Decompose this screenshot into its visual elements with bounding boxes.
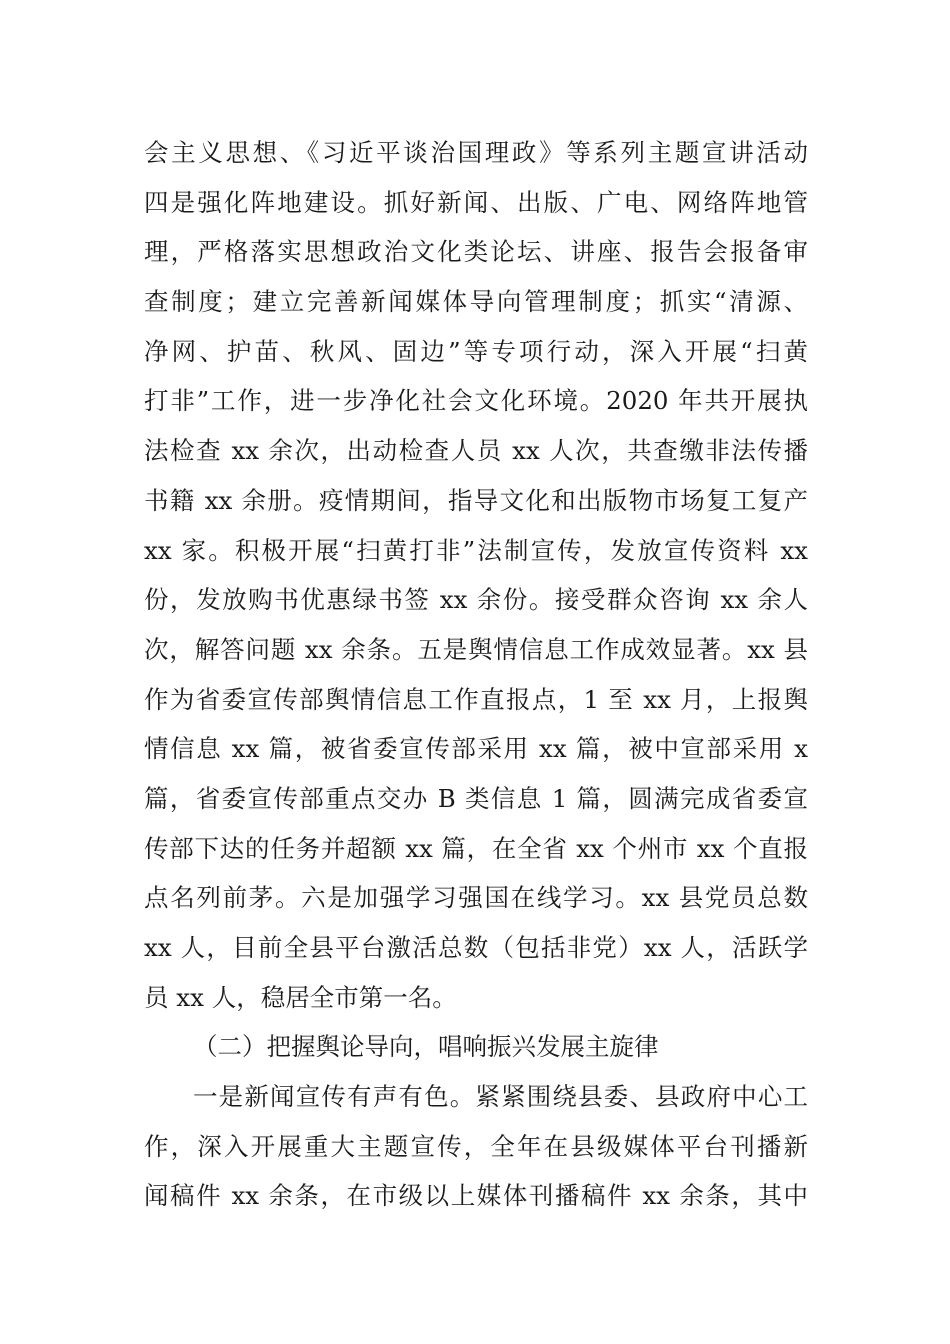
text-line: 员 xx 人，稳居全市第一名。 xyxy=(144,982,457,1012)
text-line: 书籍 xx 余册。疫情期间，指导文化和出版物市场复工复产 xyxy=(144,485,808,515)
text-line: 净网、护苗、秋风、固边”等专项行动，深入开展“扫黄 xyxy=(144,336,808,366)
text-line: xx 家。积极开展“扫黄打非”法制宣传，发放宣传资料 xx xyxy=(144,535,808,565)
text-line: 情信息 xx 篇，被省委宣传部采用 xx 篇，被中宣部采用 x xyxy=(144,734,808,764)
text-line: 点名列前茅。六是加强学习强国在线学习。xx 县党员总数 xyxy=(144,883,808,913)
text-line: 一是新闻宣传有声有色。紧紧围绕县委、县政府中心工 xyxy=(193,1082,808,1112)
text-line: 传部下达的任务并超额 xx 篇，在全省 xx 个州市 xx 个直报 xyxy=(144,833,808,863)
text-line: 四是强化阵地建设。抓好新闻、出版、广电、网络阵地管 xyxy=(144,187,808,217)
text-line: 份，发放购书优惠绿书签 xx 余份。接受群众咨询 xx 余人 xyxy=(144,585,808,615)
section-heading: （二）把握舆论导向，唱响振兴发展主旋律 xyxy=(193,1032,659,1062)
text-line: 法检查 xx 余次，出动检查人员 xx 人次，共查缴非法传播 xyxy=(144,436,808,466)
text-line: 作为省委宣传部舆情信息工作直报点，1 至 xx 月，上报舆 xyxy=(144,684,808,714)
text-line: 闻稿件 xx 余条，在市级以上媒体刊播稿件 xx 余条，其中 xyxy=(144,1181,808,1211)
text-line: 作，深入开展重大主题宣传，全年在县级媒体平台刊播新 xyxy=(144,1131,808,1161)
text-line: 打非”工作，进一步净化社会文化环境。2020 年共开展执 xyxy=(144,386,808,416)
text-line: 理，严格落实思想政治文化类论坛、讲座、报告会报备审 xyxy=(144,237,808,267)
text-line: xx 人，目前全县平台激活总数（包括非党）xx 人，活跃学 xyxy=(144,933,808,962)
text-line: 会主义思想、《习近平谈治国理政》等系列主题宣讲活动 xyxy=(144,138,808,167)
text-line: 篇，省委宣传部重点交办 B 类信息 1 篇，圆满完成省委宣 xyxy=(144,783,808,813)
text-line: 次，解答问题 xx 余条。五是舆情信息工作成效显著。xx 县 xyxy=(144,634,808,664)
text-line: 查制度；建立完善新闻媒体导向管理制度；抓实“清源、 xyxy=(144,287,808,317)
body-text xyxy=(144,128,808,1221)
